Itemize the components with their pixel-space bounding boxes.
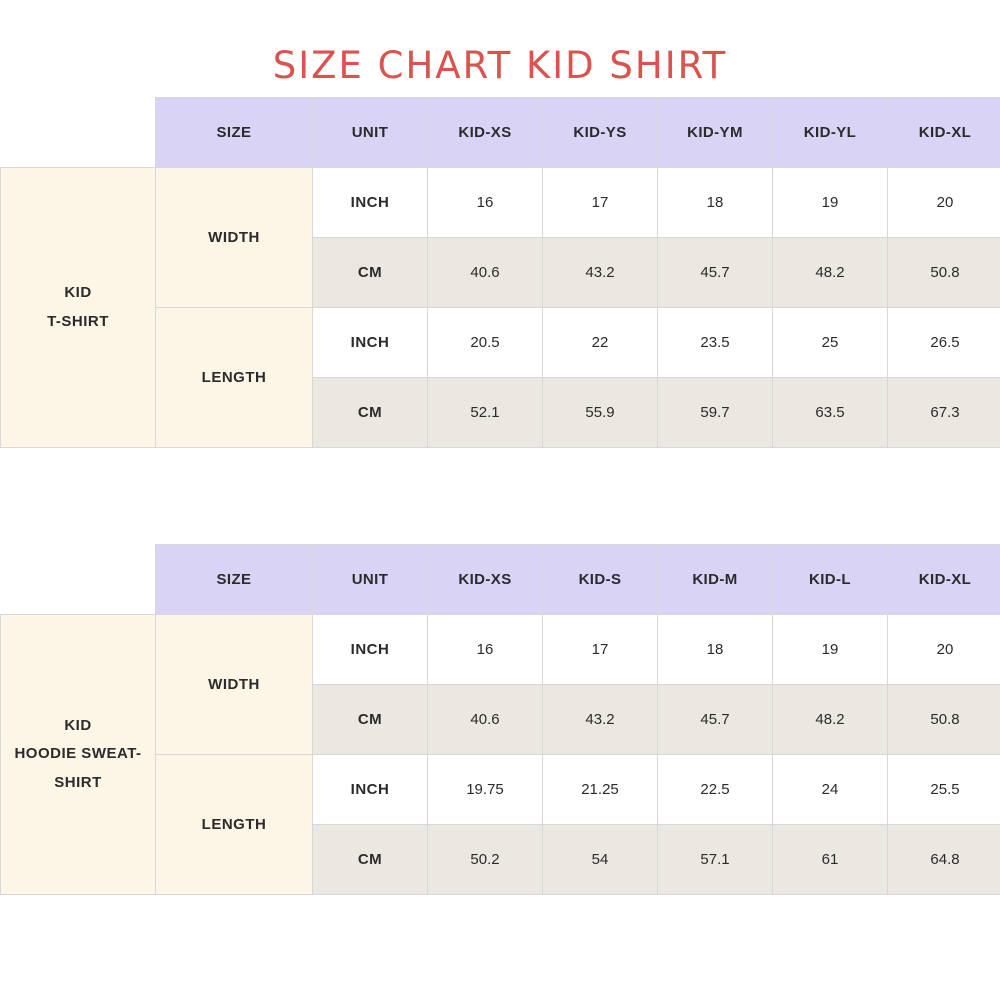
header-cell-unit: UNIT (313, 98, 428, 168)
value-cell: 19 (773, 615, 888, 685)
value-cell: 43.2 (543, 238, 658, 308)
value-cell: 45.7 (658, 685, 773, 755)
header-cell-size-2: KID-YS (543, 98, 658, 168)
value-cell: 50.8 (888, 685, 1000, 755)
unit-cell: INCH (313, 615, 428, 685)
unit-cell: CM (313, 825, 428, 895)
size-table-kid-tshirt (0, 97, 1000, 448)
dimension-label-width: WIDTH (156, 615, 313, 755)
unit-cell: CM (313, 238, 428, 308)
header-cell-blank (1, 545, 156, 615)
value-cell: 48.2 (773, 238, 888, 308)
value-cell: 63.5 (773, 378, 888, 448)
product-label-line: HOODIE SWEAT- (14, 745, 142, 763)
header-cell-unit: UNIT (313, 545, 428, 615)
unit-cell: CM (313, 685, 428, 755)
page-title: SIZE CHART KID SHIRT (272, 44, 728, 87)
value-cell: 20.5 (428, 308, 543, 378)
value-cell: 16 (428, 615, 543, 685)
value-cell: 18 (658, 615, 773, 685)
unit-cell: INCH (313, 168, 428, 238)
product-label (1, 168, 156, 448)
unit-cell: CM (313, 378, 428, 448)
value-cell: 21.25 (543, 755, 658, 825)
value-cell: 59.7 (658, 378, 773, 448)
header-cell-size-1: KID-XS (428, 545, 543, 615)
product-label-line: SHIRT (54, 773, 102, 791)
unit-cell: INCH (313, 755, 428, 825)
value-cell: 26.5 (888, 308, 1000, 378)
value-cell: 50.8 (888, 238, 1000, 308)
header-cell-size-5: KID-XL (888, 545, 1000, 615)
value-cell: 45.7 (658, 238, 773, 308)
value-cell: 16 (428, 168, 543, 238)
value-cell: 25 (773, 308, 888, 378)
value-cell: 43.2 (543, 685, 658, 755)
product-label-line: KID (64, 284, 92, 301)
dimension-label-length: LENGTH (156, 308, 313, 448)
value-cell: 20 (888, 168, 1000, 238)
table-header-row (1, 545, 1000, 615)
value-cell: 64.8 (888, 825, 1000, 895)
value-cell: 23.5 (658, 308, 773, 378)
table-spacer (0, 448, 1000, 544)
size-table-kid-hoodie (0, 544, 1000, 895)
header-cell-blank (1, 98, 156, 168)
value-cell: 61 (773, 825, 888, 895)
value-cell: 22.5 (658, 755, 773, 825)
value-cell: 20 (888, 615, 1000, 685)
product-label-line: T-SHIRT (47, 312, 109, 330)
value-cell: 22 (543, 308, 658, 378)
header-cell-size: SIZE (156, 98, 313, 168)
value-cell: 17 (543, 615, 658, 685)
value-cell: 19.75 (428, 755, 543, 825)
value-cell: 48.2 (773, 685, 888, 755)
product-label (1, 615, 156, 895)
table-row (1, 168, 1000, 238)
value-cell: 24 (773, 755, 888, 825)
value-cell: 57.1 (658, 825, 773, 895)
value-cell: 55.9 (543, 378, 658, 448)
product-label-line: KID (64, 716, 92, 734)
value-cell: 52.1 (428, 378, 543, 448)
value-cell: 67.3 (888, 378, 1000, 448)
header-cell-size-5: KID-XL (888, 98, 1000, 168)
table-header-row (1, 98, 1000, 168)
header-cell-size-3: KID-YM (658, 98, 773, 168)
value-cell: 17 (543, 168, 658, 238)
value-cell: 50.2 (428, 825, 543, 895)
value-cell: 54 (543, 825, 658, 895)
table-row (1, 615, 1000, 685)
value-cell: 40.6 (428, 238, 543, 308)
dimension-label-length: LENGTH (156, 755, 313, 895)
unit-cell: INCH (313, 308, 428, 378)
header-cell-size-4: KID-L (773, 545, 888, 615)
value-cell: 25.5 (888, 755, 1000, 825)
value-cell: 18 (658, 168, 773, 238)
header-cell-size-1: KID-XS (428, 98, 543, 168)
header-cell-size-3: KID-M (658, 545, 773, 615)
value-cell: 19 (773, 168, 888, 238)
value-cell: 40.6 (428, 685, 543, 755)
dimension-label-width: WIDTH (156, 168, 313, 308)
header-cell-size-4: KID-YL (773, 98, 888, 168)
header-cell-size: SIZE (156, 545, 313, 615)
header-cell-size-2: KID-S (543, 545, 658, 615)
